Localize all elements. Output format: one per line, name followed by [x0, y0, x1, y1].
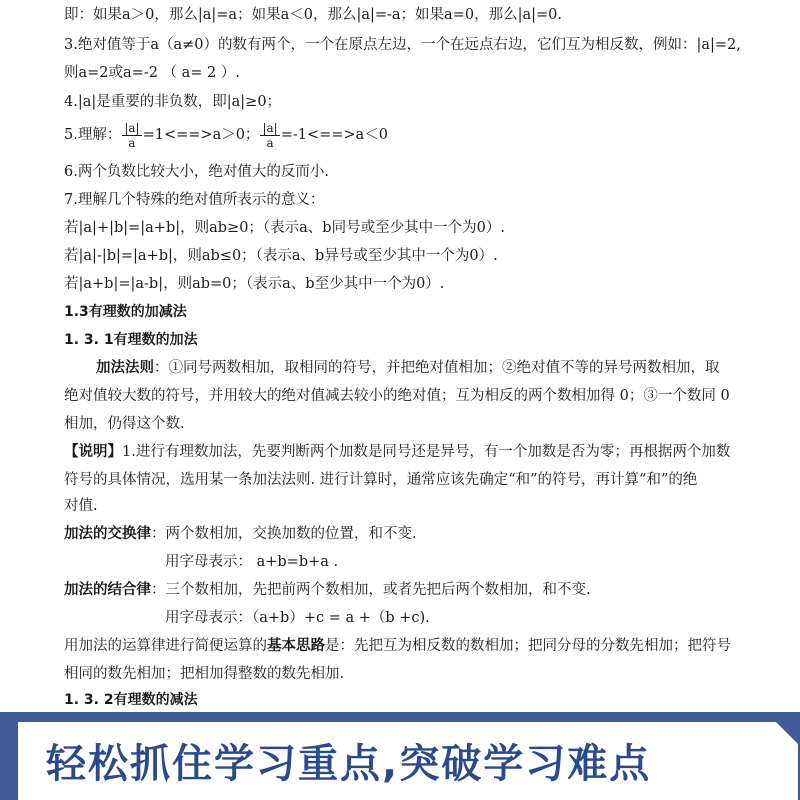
fraction-denominator: a	[128, 135, 136, 150]
item-5-middle: =1<==>a＞0；	[142, 127, 260, 143]
text-line: 相加，仍得这个数.	[64, 416, 185, 432]
subsection-heading: 1. 3. 1有理数的加法	[64, 332, 198, 348]
subsection-heading: 1. 3. 2有理数的减法	[64, 692, 198, 708]
fraction	[260, 121, 279, 150]
text-line: 6.两个负数比较大小，绝对值大的反而小.	[64, 164, 329, 180]
text-line: 绝对值较大数的符号，并用较大的绝对值减去较小的绝对值；互为相反的两个数相加得 0；③一个数同 0	[64, 388, 730, 404]
simplify-label: 基本思路	[267, 638, 325, 654]
text-line: 若|a|+|b|=|a+b|，则ab≥0；（表示a、b同号或至少其中一个为0）.	[64, 220, 505, 236]
banner-slogan: 轻松抓住学习重点,突破学习难点	[46, 741, 652, 787]
text-line: 相同的数先相加；把相加得整数的数先相加.	[64, 666, 345, 682]
fraction	[122, 121, 141, 150]
simplify-line	[64, 636, 760, 656]
simplify-text: 是：先把互为相反数的数相加；把同分母的分数先相加；把符号	[325, 638, 731, 654]
associative-formula: 用字母表示：（a+b）+c = a +（b +c).	[165, 610, 430, 626]
text-line: 对值.	[64, 498, 98, 514]
fraction-numerator: |a|	[262, 120, 278, 135]
item-5-line	[64, 118, 760, 152]
associative-law-text: ：三个数相加，先把前两个数相加，或者先把后两个数相加，和不变.	[151, 582, 591, 598]
banner-panel	[18, 722, 798, 800]
commutative-law-line	[64, 524, 760, 544]
text-line: 4.|a|是重要的非负数，即|a|≥0；	[64, 94, 282, 110]
text-line: 3.绝对值等于a（a≠0）的数有两个，一个在原点左边，一个在远点右边，它们互为相反数，例如：|a|=2,	[64, 37, 741, 53]
text-line: 7.理解几个特殊的绝对值所表示的意义：	[64, 192, 325, 208]
commutative-formula: 用字母表示： a+b=b+a .	[165, 554, 339, 570]
commutative-law-label: 加法的交换律	[64, 526, 151, 542]
explanation-label: 【说明】	[64, 444, 122, 460]
text-line: 若|a|-|b|=|a+b|，则ab≤0；（表示a、b异号或至少其中一个为0）.	[64, 248, 498, 264]
fraction-numerator: |a|	[124, 120, 140, 135]
explanation-line	[64, 442, 760, 462]
addition-rule-text: ：①同号两数相加，取相同的符号，并把绝对值相加；②绝对值不等的异号两数相加，取	[154, 360, 720, 376]
text-line: 若|a+b|=|a-b|，则ab=0；（表示a、b至少其中一个为0）.	[64, 276, 445, 292]
simplify-pre: 用加法的运算律进行简便运算的	[64, 638, 267, 654]
commutative-law-text: ：两个数相加，交换加数的位置，和不变.	[151, 526, 417, 542]
addition-rule-label: 加法法则	[96, 360, 154, 376]
promo-banner	[0, 712, 800, 800]
associative-law-label: 加法的结合律	[64, 582, 151, 598]
addition-rule-line	[96, 358, 760, 378]
item-5-prefix: 5.理解：	[64, 127, 122, 143]
text-line: 符号的具体情况，选用某一条加法法则. 进行计算时，通常应该先确定“和”的符号，再计算“和”的绝	[64, 472, 698, 488]
explanation-text: 1.进行有理数加法，先要判断两个加数是同号还是异号，有一个加数是否为零；再根据两个加数	[122, 444, 731, 460]
fraction-denominator: a	[266, 135, 274, 150]
associative-law-line	[64, 580, 760, 600]
section-heading: 1.3有理数的加减法	[64, 304, 187, 320]
item-5-end: =-1<==>a＜0	[280, 127, 388, 143]
text-line: 即：如果a＞0，那么|a|=a；如果a＜0，那么|a|=-a；如果a=0，那么|a|=0.	[64, 7, 562, 23]
text-line: 则a=2或a=-2 （ a= 2 ）.	[64, 65, 241, 81]
